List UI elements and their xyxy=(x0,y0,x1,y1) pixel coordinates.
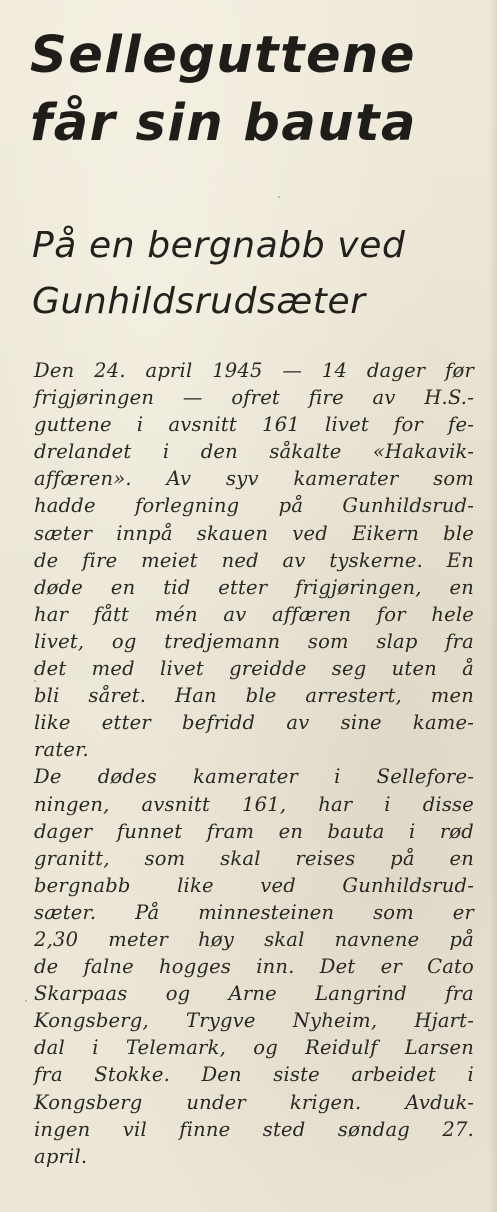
print-speck xyxy=(34,680,36,682)
body-line: ingen vil finne sted søndag 27. xyxy=(34,1117,474,1141)
headline-line-2: får sin bauta xyxy=(30,94,417,153)
body-line: dager funnet fram en bauta i rød xyxy=(34,819,474,843)
body-line: sæter. På minnesteinen som er xyxy=(34,900,474,924)
body-line: fra Stokke. Den siste arbeidet i xyxy=(34,1063,474,1087)
body-line: bergnabb like ved Gunhildsrud- xyxy=(34,873,474,897)
body-line: De dødes kamerater i Sellefore- xyxy=(34,765,474,789)
body-line: bli såret. Han ble arrestert, men xyxy=(34,684,474,708)
headline-line-1: Selleguttene xyxy=(30,26,416,85)
print-speck xyxy=(278,196,280,198)
body-line: guttene i avsnitt 161 livet for fe- xyxy=(34,413,474,437)
body-line: 2,30 meter høy skal navnene på xyxy=(34,927,474,951)
print-speck xyxy=(460,860,462,862)
body-line: de falne hogges inn. Det er Cato xyxy=(34,955,474,979)
body-line: april. xyxy=(34,1144,88,1168)
body-line: frigjøringen — ofret fire av H.S.- xyxy=(34,386,474,410)
body-line: Kongsberg, Trygve Nyheim, Hjart- xyxy=(34,1009,474,1033)
body-line: hadde forlegning på Gunhildsrud- xyxy=(34,494,474,518)
body-line: ningen, avsnitt 161, har i disse xyxy=(34,792,474,816)
body-line: dal i Telemark, og Reidulf Larsen xyxy=(34,1036,474,1060)
paper-edge-shadow xyxy=(489,0,497,1212)
body-line: har fått mén av affæren for hele xyxy=(34,602,474,626)
body-line: Kongsberg under krigen. Avduk- xyxy=(34,1090,474,1114)
body-line: døde en tid etter frigjøringen, en xyxy=(34,575,474,599)
subheadline xyxy=(32,218,482,330)
body-line: affæren». Av syv kamerater som xyxy=(34,467,474,491)
body-line: drelandet i den såkalte «Hakavik- xyxy=(34,440,474,464)
body-line: de fire meiet ned av tyskerne. En xyxy=(34,548,474,572)
subheadline-line-2: Gunhildsrudsæter xyxy=(32,281,366,322)
article-body xyxy=(34,357,474,1170)
headline xyxy=(30,22,480,158)
body-line: granitt, som skal reises på en xyxy=(34,846,474,870)
body-line: sæter innpå skauen ved Eikern ble xyxy=(34,521,474,545)
subheadline-line-1: På en bergnabb ved xyxy=(32,225,406,266)
body-line: det med livet greidde seg uten å xyxy=(34,657,474,681)
body-line: livet, og tredjemann som slap fra xyxy=(34,629,474,653)
body-line: Den 24. april 1945 — 14 dager før xyxy=(34,359,474,382)
body-line: Skarpaas og Arne Langrind fra xyxy=(34,982,474,1006)
body-line: rater. xyxy=(34,738,89,762)
body-line: like etter befridd av sine kame- xyxy=(34,711,474,735)
print-speck xyxy=(25,1000,27,1002)
